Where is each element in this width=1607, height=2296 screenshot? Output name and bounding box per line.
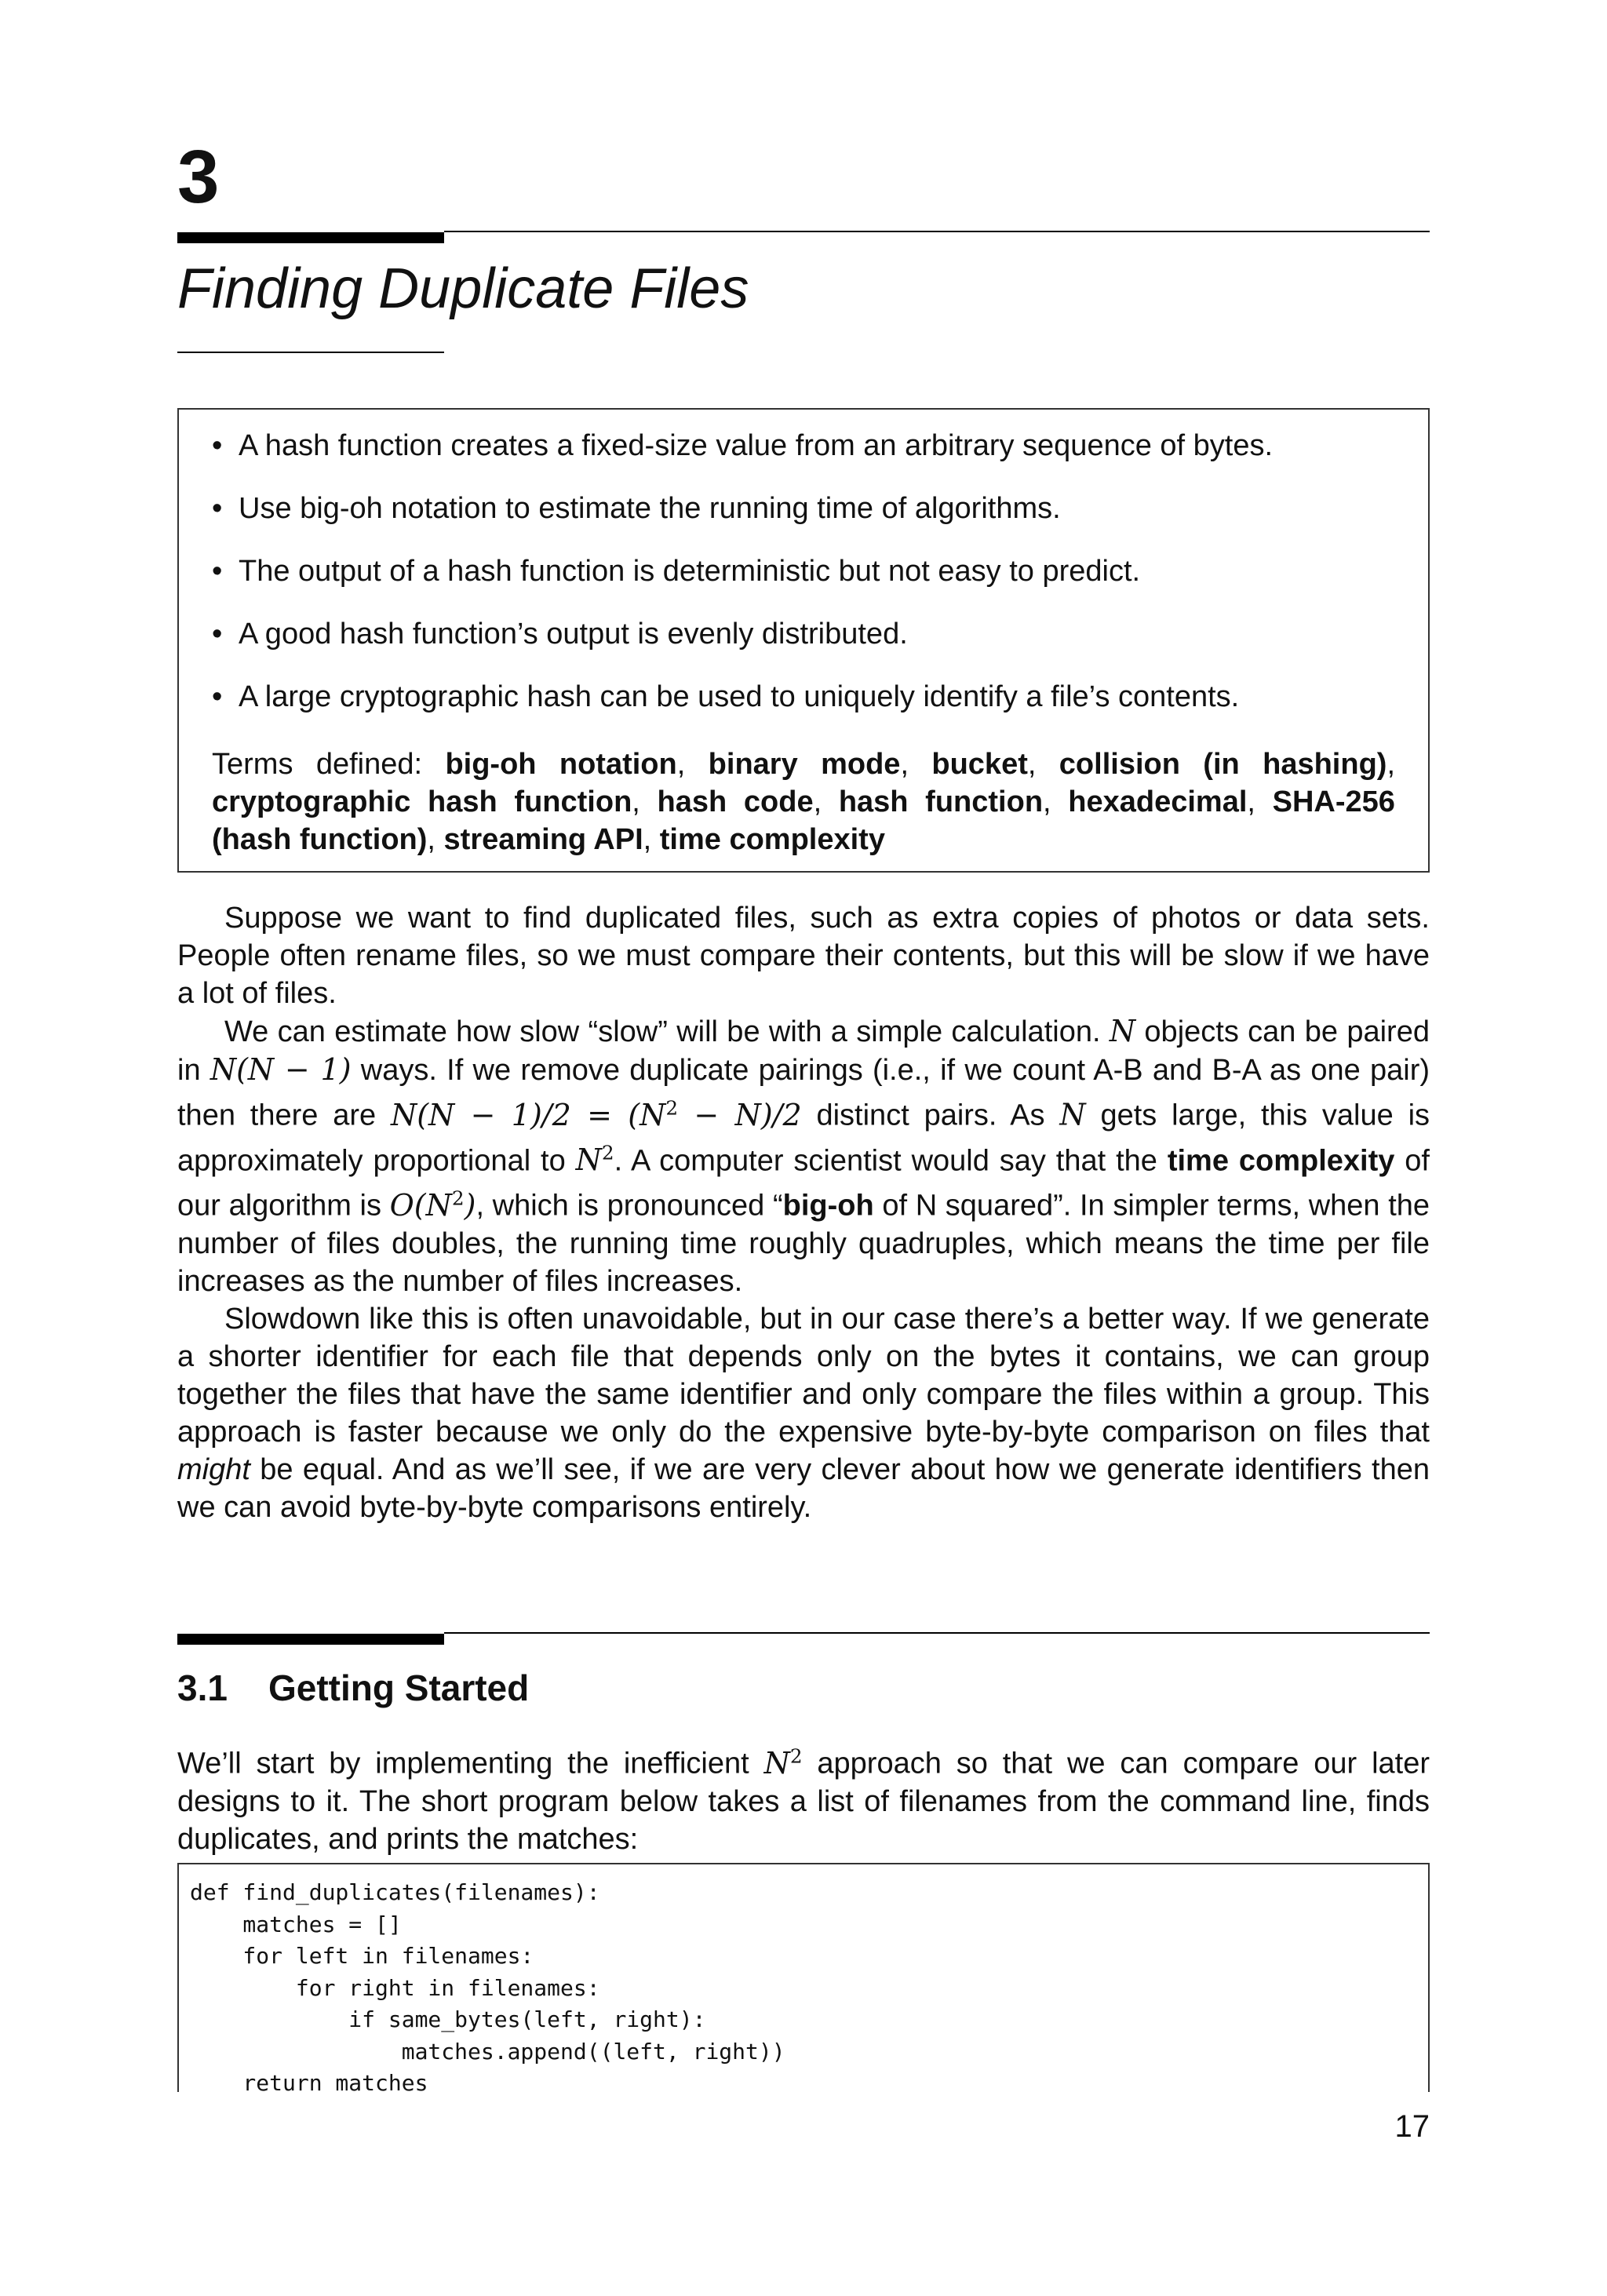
term: time complexity xyxy=(659,823,885,856)
math-big-oh: $O(N^2)$ xyxy=(389,1186,476,1223)
section-rule-thin xyxy=(444,1632,1430,1634)
math-distinct-pairs: $N(N - 1)/2 = (N^2 - N)/2$ xyxy=(390,1096,802,1132)
summary-bullet: • Use big-oh notation to estimate the running time of algorithms. xyxy=(212,490,1395,527)
intro-paragraph-2: We can estimate how slow “slow” will be with a simple calculation. N objects can be paired in N(N − 1) ways. If we remove duplicate pairings (i.e., if we count A-B and B-A as one pair) then there are $N(N - 1)/2 = (N^2 - N)/2$ distinct pairs. As N gets large, this value is approximately proportional to $N^2$. A computer scientist would say that the time complexity of our algorithm is $O(N^2)$, which is pronounced “big-oh of N squared”. In simpler terms, when the number of files doubles, the running time roughly quadruples, which means the time per file increases as the number of files increases. xyxy=(177,1014,1430,1298)
section-paragraph-1: We’ll start by implementing the inefficient $N^2$ approach so that we can compare our later designs to it. The short program below takes a list of filenames from the command line, finds duplicates, and prints the matches: xyxy=(177,1744,1430,1856)
code-line: matches = [] xyxy=(190,1911,402,1937)
code-listing xyxy=(177,1863,1430,2096)
chapter-title-underline xyxy=(177,352,444,353)
code-line: for left in filenames: xyxy=(190,1943,534,1969)
summary-bullet: • A hash function creates a fixed-size value from an arbitrary sequence of bytes. xyxy=(212,427,1395,465)
math-N-squared: $N^2$ xyxy=(763,1744,803,1780)
chapter-number: 3 xyxy=(177,135,220,219)
code-line: def find_duplicates(filenames): xyxy=(190,1879,600,1905)
chapter-summary-box xyxy=(177,408,1430,873)
term: binary mode xyxy=(708,748,901,781)
page-number: 17 xyxy=(1394,2109,1430,2144)
term: bucket xyxy=(931,748,1028,781)
term: big-oh notation xyxy=(445,748,677,781)
section-rule-thick xyxy=(177,1634,444,1645)
summary-bullet: • A large cryptographic hash can be used to uniquely identify a file’s contents. xyxy=(212,678,1395,716)
code-line: for right in filenames: xyxy=(190,1974,600,2001)
intro-paragraph-3: Slowdown like this is often unavoidable, but in our case there’s a better way. If we generate a shorter identifier for each file that depends only on the bytes it contains, we can group together the files that have the same identifier and only compare the files within a group. This approach is faster because we only do the expensive byte-by-byte comparison on files that might be equal. And as we’ll see, if we are very clever about how we generate identifiers then we can avoid byte-by-byte comparisons entirely. xyxy=(177,1302,1430,1524)
term: hash function xyxy=(838,785,1044,818)
section-number: 3.1 xyxy=(177,1667,228,1708)
term-time-complexity: time complexity xyxy=(1167,1144,1395,1178)
code-line: return matches xyxy=(190,2070,428,2096)
chapter-rule-thin xyxy=(444,231,1430,232)
intro-body xyxy=(177,899,1430,1526)
summary-bullet: • A good hash function’s output is evenly distributed. xyxy=(212,615,1395,653)
term: streaming API xyxy=(443,823,643,856)
code-line: matches.append((left, right)) xyxy=(190,2038,785,2065)
term: SHA-256 (hash function) xyxy=(212,785,1395,856)
terms-label: Terms defined: xyxy=(212,748,423,781)
math-N-squared: $N^2$ xyxy=(575,1141,614,1178)
chapter-rule-thick xyxy=(177,232,444,243)
code-line: if same_bytes(left, right): xyxy=(190,2006,706,2032)
term: hexadecimal xyxy=(1068,785,1248,818)
term-big-oh: big-oh xyxy=(782,1189,874,1223)
term: hash code xyxy=(657,785,814,818)
math-pairs: N(N − 1) xyxy=(210,1052,352,1087)
term: collision (in hashing) xyxy=(1059,748,1387,781)
summary-bullet-list xyxy=(212,427,1395,741)
section-heading xyxy=(177,1667,530,1708)
section-title: Getting Started xyxy=(268,1667,530,1708)
summary-bullet: • The output of a hash function is deterministic but not easy to predict. xyxy=(212,552,1395,590)
section-body xyxy=(177,1737,1430,1858)
terms-defined: Terms defined: big-oh notation, binary mode, bucket, collision (in hashing), cryptographic hash function, hash code, hash function, hexadecimal, SHA-256 (hash function), streaming API, time complexity xyxy=(212,748,1395,856)
term: cryptographic hash function xyxy=(212,785,632,818)
math-N: N xyxy=(1109,1014,1136,1048)
intro-paragraph-1: Suppose we want to find duplicated files, such as extra copies of photos or data sets. People often rename files, so we must compare their contents, but this will be slow if we have a lot of files. xyxy=(177,902,1430,1010)
chapter-title: Finding Duplicate Files xyxy=(177,257,749,320)
